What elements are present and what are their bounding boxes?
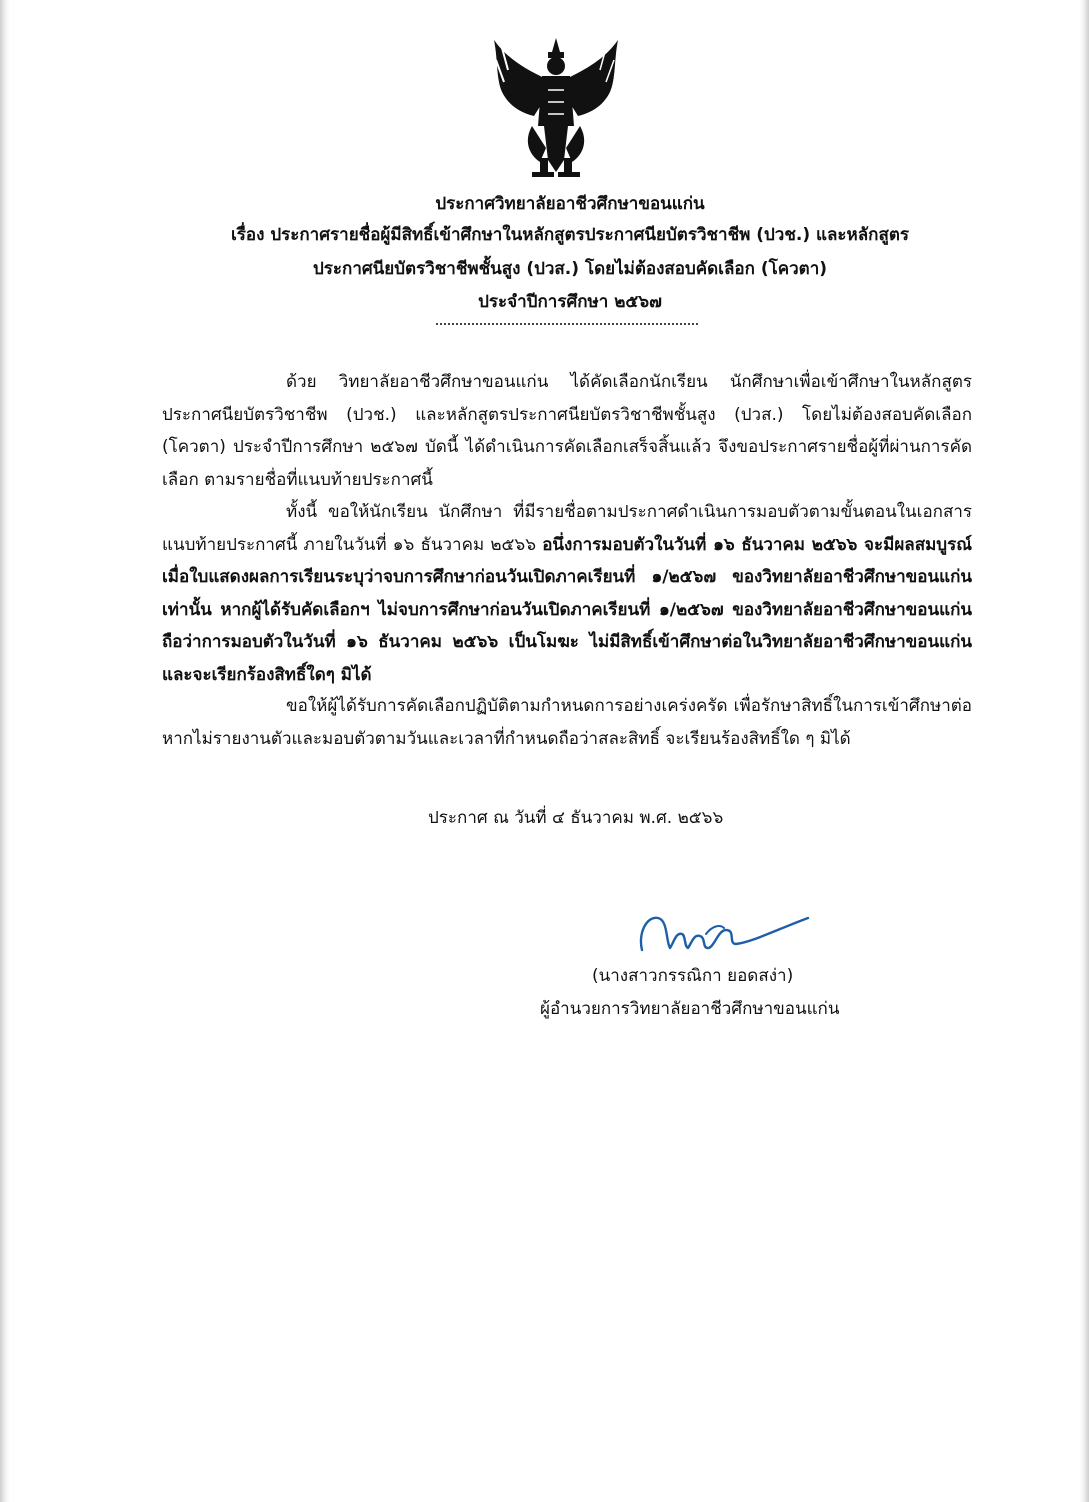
body-paragraph-2-bold: อนึ่งการมอบตัวในวันที่ ๑๖ ธันวาคม ๒๕๖๖ จะมีผลสมบูรณ์ เมื่อใบแสดงผลการเรียนระบุว่าจบการศึกษาก่อนวันเปิดภาคเรียนที่ ๑/๒๕๖๗ ของวิทยาลัยอาชีวศึกษาขอนแก่น เท่านั้น หากผู้ได้รับคัดเลือกฯ ไม่จบการศึกษาก่อนวันเปิดภาคเรียนที่ ๑/๒๕๖๗ ของวิทยาลัยอาชีวศึกษาขอนแก่น ถือว่าการมอบตัวในวันที่ ๑๖ ธันวาคม ๒๕๖๖ เป็นโมฆะ ไม่มีสิทธิ์เข้าศึกษาต่อในวิทยาลัยอาชีวศึกษาขอนแก่น และจะเรียกร้องสิทธิ์ใดๆ มิได้	[162, 534, 972, 685]
body-paragraph-2-normal: ทั้งนี้ ขอให้นักเรียน นักศึกษา ที่มีรายชื่อตามประกาศดำเนินการมอบตัวตามขั้นตอนในเอกสารแนบท้ายประกาศนี้ ภายในวันที่ ๑๖ ธันวาคม ๒๕๖๖	[162, 502, 972, 555]
page-edge-left	[0, 0, 10, 1502]
announcement-title: ประกาศวิทยาลัยอาชีวศึกษาขอนแก่น	[435, 194, 705, 214]
garuda-emblem-icon	[488, 30, 624, 180]
body-paragraph-2	[162, 496, 972, 691]
signer-title: ผู้อำนวยการวิทยาลัยอาชีวศึกษาขอนแก่น	[540, 999, 840, 1019]
signer-name: (นางสาวกรรณิกา ยอดสง่า)	[592, 966, 794, 986]
announcement-subject-line-2: ประกาศนียบัตรวิชาชีพชั้นสูง (ปวส.) โดยไม่ต้องสอบคัดเลือก (โควตา)	[312, 259, 828, 279]
body-paragraph-3: ขอให้ผู้ได้รับการคัดเลือกปฏิบัติตามกำหนดการอย่างเคร่งครัด เพื่อรักษาสิทธิ์ในการเข้าศึกษาต่อ หากไม่รายงานตัวและมอบตัวตามวันและเวลาที่กำหนดถือว่าสละสิทธิ์ จะเรียนร้องสิทธิ์ใด ๆ มิได้	[162, 696, 972, 749]
announcement-academic-year: ประจำปีการศึกษา ๒๕๖๗	[478, 292, 662, 312]
handwritten-signature	[636, 904, 812, 962]
announcement-subject-line-1: เรื่อง ประกาศรายชื่อผู้มีสิทธิ์เข้าศึกษาในหลักสูตรประกาศนียบัตรวิชาชีพ (ปวช.) และหลักสูตร	[230, 225, 910, 245]
body-paragraph-1: ด้วย วิทยาลัยอาชีวศึกษาขอนแก่น ได้คัดเลือกนักเรียน นักศึกษาเพื่อเข้าศึกษาในหลักสูตรประกาศนียบัตรวิชาชีพ (ปวช.) และหลักสูตรประกาศนียบัตรวิชาชีพชั้นสูง (ปวส.) โดยไม่ต้องสอบคัดเลือก (โควตา) ประจำปีการศึกษา ๒๕๖๗ บัดนี้ ได้ดำเนินการคัดเลือกเสร็จสิ้นแล้ว จึงขอประกาศรายชื่อผู้ที่ผ่านการคัดเลือก ตามรายชื่อที่แนบท้ายประกาศนี้	[162, 372, 972, 490]
page-edge-right	[1079, 0, 1089, 1502]
announcement-dateline: ประกาศ ณ วันที่ ๔ ธันวาคม พ.ศ. ๒๕๖๖	[428, 808, 724, 828]
dotted-divider	[436, 323, 698, 325]
